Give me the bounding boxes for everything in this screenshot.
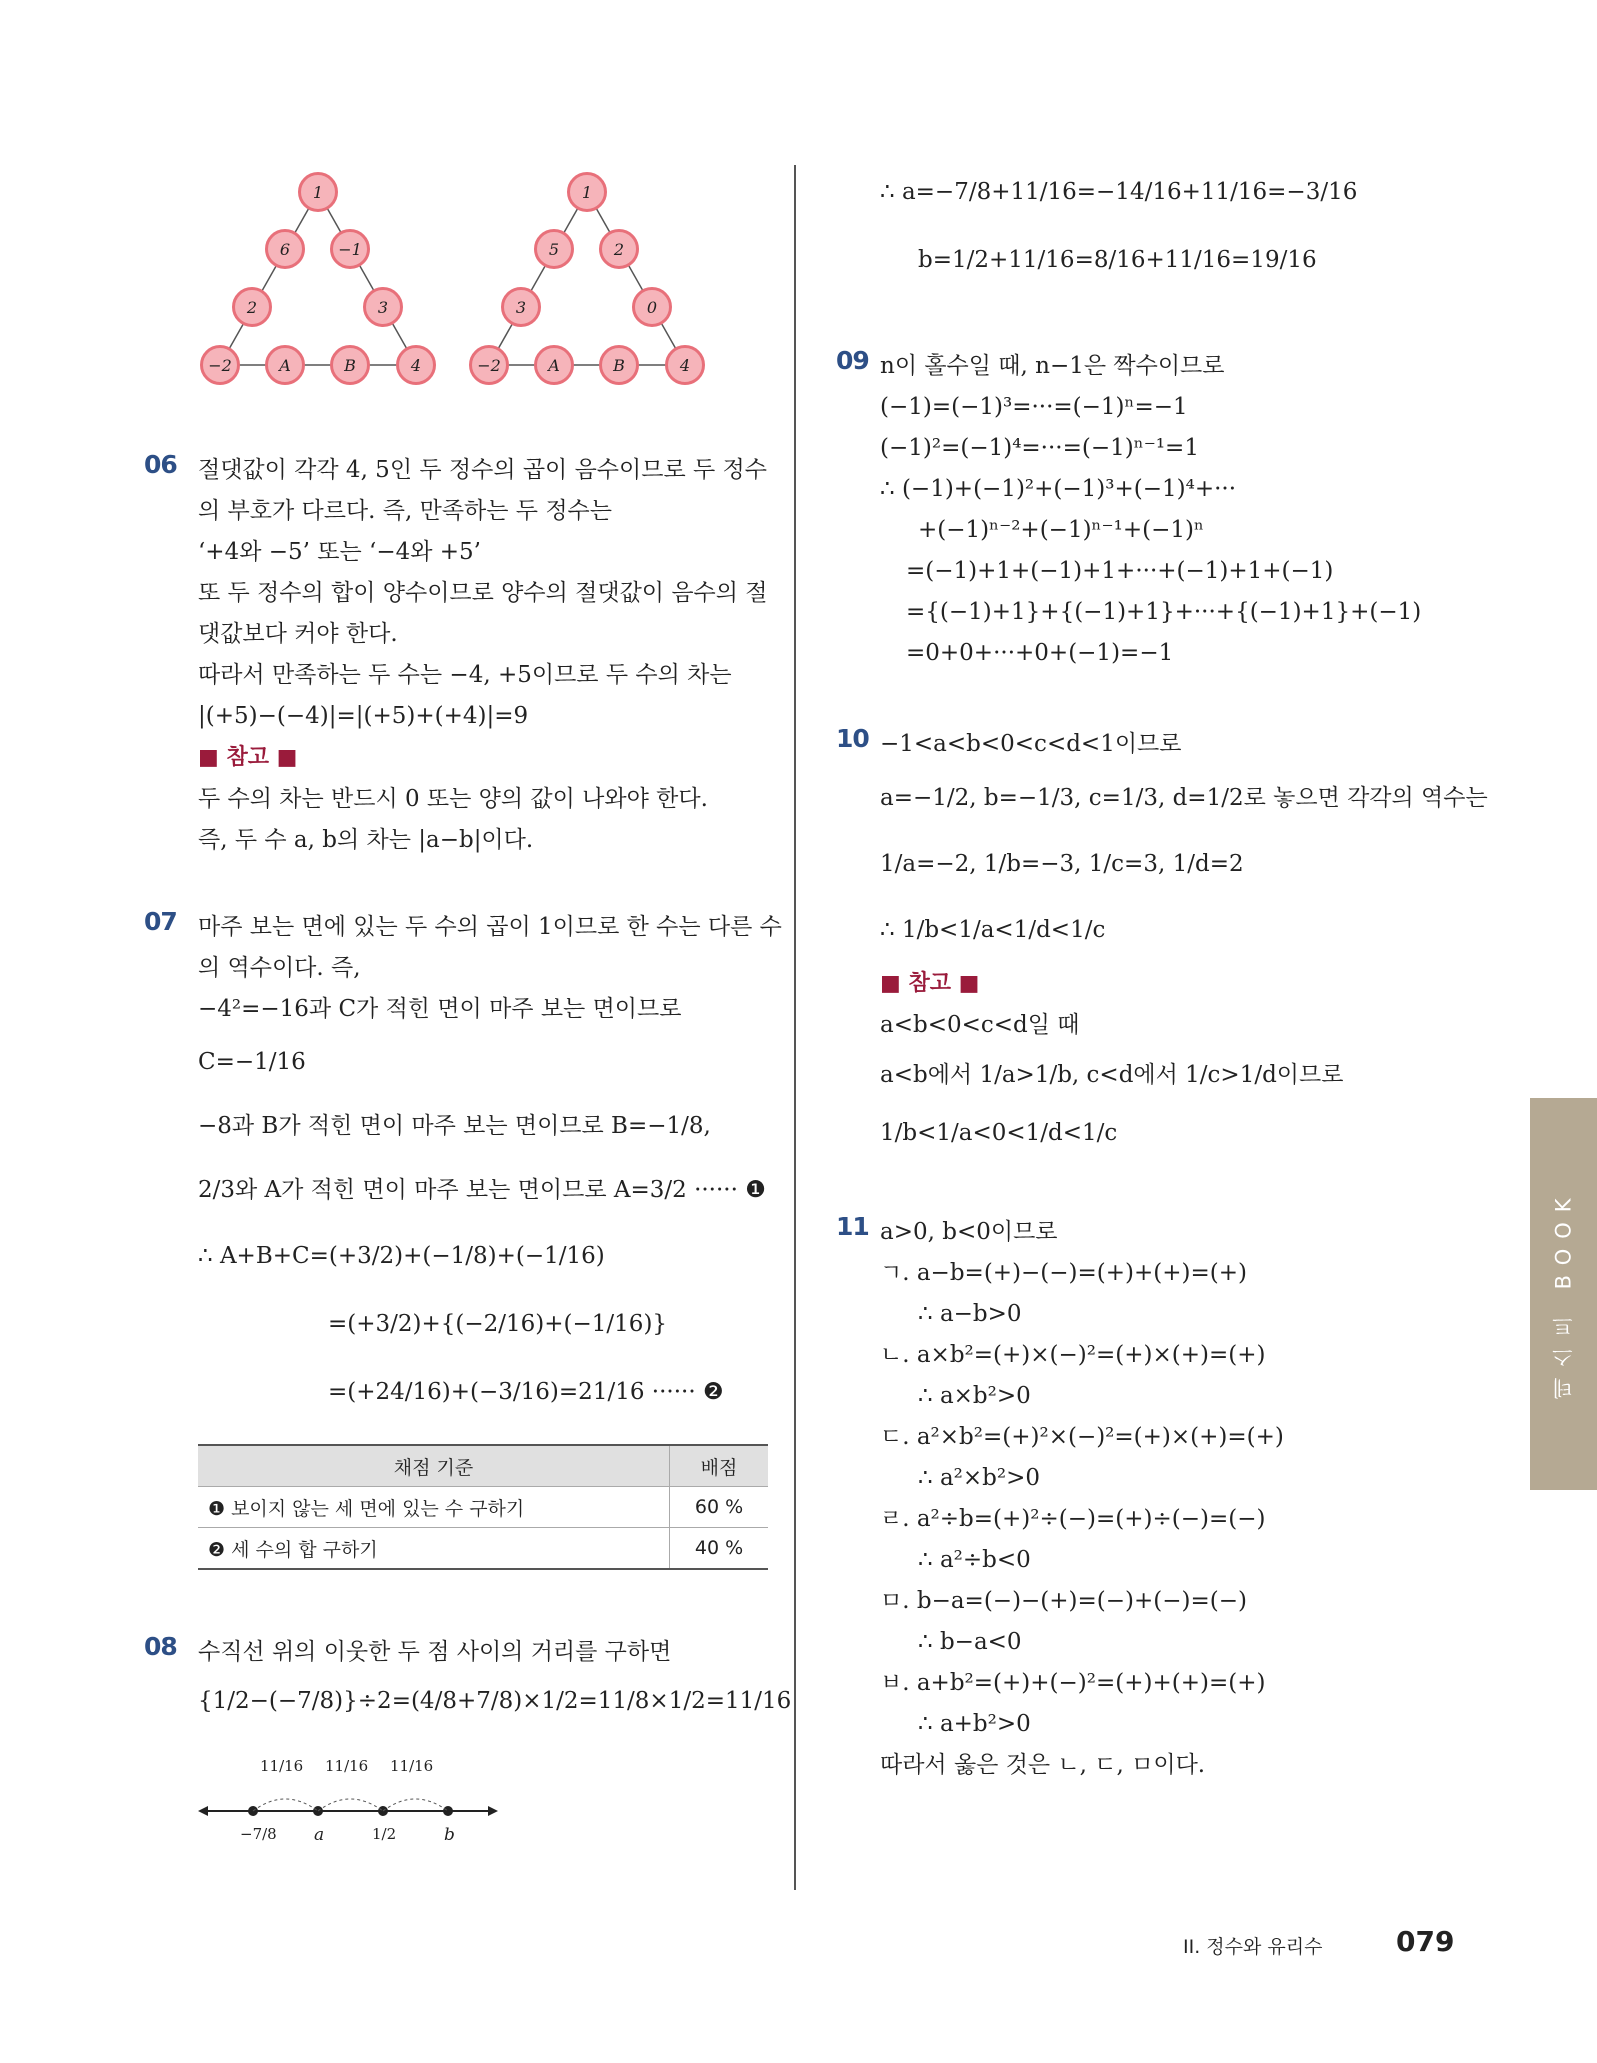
gap-label: 11/16 — [325, 1757, 369, 1775]
node: 5 — [534, 229, 574, 269]
text-line: ∴ a×b²>0 — [918, 1383, 1031, 1409]
text-line: b=1/2+11/16=8/16+11/16=19/16 — [918, 247, 1317, 273]
point-label: b — [444, 1825, 455, 1845]
text-line: ∴ 1/b<1/a<1/d<1/c — [880, 917, 1106, 943]
problem-number: 11 — [836, 1212, 869, 1241]
node: 2 — [232, 287, 272, 327]
text-line: 2/3와 A가 적힌 면이 마주 보는 면이므로 A=3/2 ······ ❶ — [198, 1177, 766, 1203]
text-line: a=−1/2, b=−1/3, c=1/3, d=1/2로 놓으면 각각의 역수는 — [880, 785, 1488, 811]
node: 3 — [363, 287, 403, 327]
table-cell: 40 % — [670, 1528, 769, 1570]
table-header: 채점 기준 — [198, 1445, 670, 1487]
gap-label: 11/16 — [390, 1757, 434, 1775]
node: 2 — [599, 229, 639, 269]
text-line: ∴ (−1)+(−1)²+(−1)³+(−1)⁴+··· — [880, 476, 1237, 502]
text-line: 절댓값이 각각 4, 5인 두 정수의 곱이 음수이므로 두 정수 — [198, 457, 767, 483]
text-line: ‘+4와 −5’ 또는 ‘−4와 +5’ — [198, 539, 481, 565]
problem-number: 07 — [144, 907, 177, 936]
text-line: ∴ a²×b²>0 — [918, 1465, 1040, 1491]
text-line: 즉, 두 수 a, b의 차는 |a−b|이다. — [198, 827, 534, 853]
node: B — [599, 345, 639, 385]
problem-number: 10 — [836, 724, 869, 753]
problem-10 — [836, 724, 1488, 1162]
node: A — [265, 345, 305, 385]
node: 4 — [665, 345, 705, 385]
text-line: ㅁ. b−a=(−)−(+)=(−)+(−)=(−) — [880, 1588, 1247, 1614]
chapter-title: II. 정수와 유리수 — [1183, 1936, 1323, 1958]
point-label: a — [314, 1825, 325, 1845]
text-line: n이 홀수일 때, n−1은 짝수이므로 — [880, 353, 1225, 379]
text-line: {1/2−(−7/8)}÷2=(4/8+7/8)×1/2=11/8×1/2=11/16 — [198, 1688, 792, 1714]
text-line: +(−1)ⁿ⁻²+(−1)ⁿ⁻¹+(−1)ⁿ — [918, 517, 1204, 543]
text-line: ㄱ. a−b=(+)−(−)=(+)+(+)=(+) — [880, 1260, 1247, 1286]
table-cell: 60 % — [670, 1487, 769, 1528]
text-line: a<b에서 1/a>1/b, c<d에서 1/c>1/d이므로 — [880, 1062, 1344, 1088]
node: 0 — [632, 287, 672, 327]
table-row — [198, 1528, 768, 1570]
table-row — [198, 1487, 768, 1528]
node: −2 — [469, 345, 509, 385]
text-line: ㄹ. a²÷b=(+)²÷(−)=(+)÷(−)=(−) — [880, 1506, 1266, 1532]
text-line: 1/b<1/a<0<1/d<1/c — [880, 1120, 1118, 1146]
scoring-table — [198, 1444, 768, 1570]
text-line: 수직선 위의 이웃한 두 점 사이의 거리를 구하면 — [198, 1639, 672, 1665]
text-line: 따라서 만족하는 두 수는 −4, +5이므로 두 수의 차는 — [198, 662, 732, 688]
node: 1 — [567, 172, 607, 212]
text-line: |(+5)−(−4)|=|(+5)+(+4)|=9 — [198, 703, 529, 729]
node: 1 — [298, 172, 338, 212]
text-line: a<b<0<c<d일 때 — [880, 1012, 1080, 1038]
text-line: 의 부호가 다르다. 즉, 만족하는 두 정수는 — [198, 498, 612, 524]
node: 3 — [501, 287, 541, 327]
problem-number: 08 — [144, 1632, 177, 1661]
node: A — [534, 345, 574, 385]
text-line: 마주 보는 면에 있는 두 수의 곱이 1이므로 한 수는 다른 수 — [198, 914, 782, 940]
reference-label: ■ 참고 ■ — [880, 971, 980, 996]
problem-07 — [144, 907, 782, 1570]
right-column — [836, 160, 1488, 1786]
gap-label: 11/16 — [260, 1757, 304, 1775]
reference-label: ■ 참고 ■ — [198, 745, 298, 770]
text-line: 댓값보다 커야 한다. — [198, 621, 398, 647]
table-cell: ❷ 세 수의 합 구하기 — [198, 1528, 670, 1570]
text-line: C=−1/16 — [198, 1049, 306, 1075]
problem-09 — [836, 346, 1476, 674]
text-line: −1<a<b<0<c<d<1이므로 — [880, 731, 1182, 757]
side-tab: 테스트 BOOK — [1530, 1098, 1597, 1490]
number-line — [240, 1749, 548, 1859]
text-line: 따라서 옳은 것은 ㄴ, ㄷ, ㅁ이다. — [880, 1752, 1206, 1778]
column-divider — [794, 165, 796, 1890]
text-line: =(−1)+1+(−1)+1+···+(−1)+1+(−1) — [906, 558, 1334, 584]
text-line: ㄴ. a×b²=(+)×(−)²=(+)×(+)=(+) — [880, 1342, 1266, 1368]
text-line: −4²=−16과 C가 적힌 면이 마주 보는 면이므로 — [198, 996, 682, 1022]
node: −2 — [200, 345, 240, 385]
text-line: a>0, b<0이므로 — [880, 1219, 1058, 1245]
problem-number: 06 — [144, 450, 177, 479]
node: 4 — [396, 345, 436, 385]
text-line: −8과 B가 적힌 면이 마주 보는 면이므로 B=−1/8, — [198, 1113, 711, 1139]
text-line: =(+24/16)+(−3/16)=21/16 ······ ❷ — [328, 1379, 724, 1405]
node: 6 — [265, 229, 305, 269]
table-header: 배점 — [670, 1445, 769, 1487]
text-line: ㅂ. a+b²=(+)+(−)²=(+)+(+)=(+) — [880, 1670, 1266, 1696]
node: −1 — [330, 229, 370, 269]
text-line: ∴ a−b>0 — [918, 1301, 1022, 1327]
text-line: =0+0+···+0+(−1)=−1 — [906, 640, 1174, 666]
text-line: =(+3/2)+{(−2/16)+(−1/16)} — [328, 1311, 668, 1337]
text-line: ∴ a²÷b<0 — [918, 1547, 1031, 1573]
text-line: ∴ A+B+C=(+3/2)+(−1/8)+(−1/16) — [198, 1243, 605, 1269]
page-number: 079 — [1396, 1925, 1455, 1958]
text-line: ㄷ. a²×b²=(+)²×(−)²=(+)×(+)=(+) — [880, 1424, 1284, 1450]
problem-11 — [836, 1212, 1476, 1786]
problem-08 — [144, 1632, 792, 1859]
left-column — [144, 450, 792, 1859]
table-cell: ❶ 보이지 않는 세 면에 있는 수 구하기 — [198, 1487, 670, 1528]
problem-06 — [144, 450, 770, 861]
text-line: 1/a=−2, 1/b=−3, 1/c=3, 1/d=2 — [880, 851, 1244, 877]
node: B — [330, 345, 370, 385]
text-line: (−1)²=(−1)⁴=···=(−1)ⁿ⁻¹=1 — [880, 435, 1199, 461]
text-line: 의 역수이다. 즉, — [198, 955, 361, 981]
text-line: ∴ a+b²>0 — [918, 1711, 1031, 1737]
text-line: ∴ b−a<0 — [918, 1629, 1022, 1655]
point-label: −7/8 — [240, 1825, 277, 1843]
text-line: (−1)=(−1)³=···=(−1)ⁿ=−1 — [880, 394, 1188, 420]
problem-number: 09 — [836, 346, 869, 375]
text-line: 또 두 정수의 합이 양수이므로 양수의 절댓값이 음수의 절 — [198, 580, 768, 606]
text-line: ∴ a=−7/8+11/16=−14/16+11/16=−3/16 — [880, 179, 1358, 205]
text-line: 두 수의 차는 반드시 0 또는 양의 값이 나와야 한다. — [198, 786, 708, 812]
text-line: ={(−1)+1}+{(−1)+1}+···+{(−1)+1}+(−1) — [906, 599, 1422, 625]
point-label: 1/2 — [372, 1825, 397, 1843]
